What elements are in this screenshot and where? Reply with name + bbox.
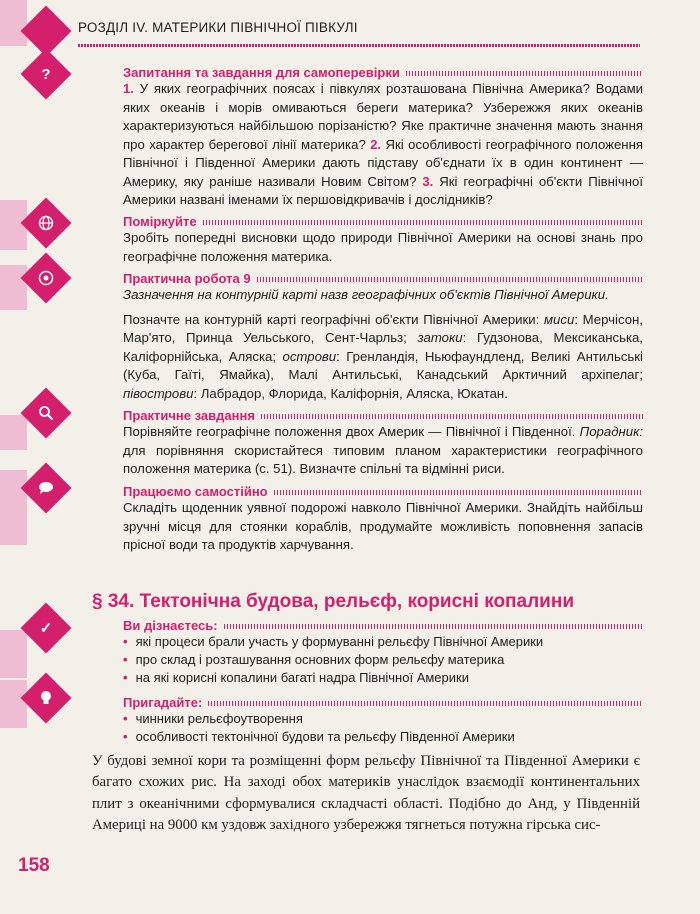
question-1: У яких географічних поясах і півкулях розташована Північна Америка? Водами яких океанів і морів омиваються береги материка? Узбережжя яких океанів характеризуються найбільшою порізаністю? Яке практичне значення мають знання про характер берегової лінії материка? — [123, 81, 644, 152]
independent-title: Працюємо самостійно — [123, 483, 643, 499]
q1-number: 1. — [123, 81, 134, 96]
question-icon: ? — [41, 65, 51, 83]
sidebar-bar-3 — [0, 415, 27, 450]
think-section — [123, 213, 643, 266]
q2-number: 2. — [370, 136, 382, 152]
question-3: Які географічні об'єкти Північної Америки названі іменами їх першовідкривачів і дослідників? — [123, 173, 644, 207]
sidebar-bar-top — [0, 0, 27, 46]
paragraph-title: § 34. Тектонічна будова, рельєф, корисні копалини — [92, 591, 575, 612]
check-icon: ✓ — [39, 620, 53, 637]
learn-list — [123, 633, 643, 687]
think-text: Зробіть попередні висновки щодо природи Північної Америки на основі знань про географічне положення материка. — [123, 230, 643, 264]
list-item: • на які корисні копалини багаті надра Північної Америки — [123, 669, 643, 687]
q3-number: 3. — [422, 173, 434, 189]
practical-work-text: Позначте на контурній карті географічні об'єкти Північної Америки: миси: Мерчісон, Мар'ято, Принца Уельського, Сент-Чарльз; затоки: Гудзонова, Мексиканська, Каліфорнійська, Аляска; острови: Гренландія, Ньюфаундленд, Великі Антильські (Куба, Гаїті, Ямайка), Малі Антильські, Канадський Арктичний архіпелаг; півострови: Лабрадор, Флорида, Каліфорнія, Аляска, Юкатан. — [123, 311, 644, 401]
bulb-icon — [33, 685, 59, 711]
practical-work-subtitle: Зазначення на контурній карті назв географічних об'єктів Північної Америки. — [123, 287, 609, 302]
practical-task-text: Порівняйте географічне положення двох Америк — Північної і Південної. Порадник: для порівняння скористайтеся типовим планом характеристики географічного положення материка (с. 51). Визначте спільні та відмінні риси. — [123, 424, 644, 476]
questions-title: Запитання та завдання для самоперевірки — [123, 64, 643, 80]
independent-section — [123, 483, 643, 555]
independent-text: Складіть щоденник уявної подорожі навколо Північної Америки. Знайдіть найбільш зручні місця для стоянки кораблів, продумайте можливість поповнення запасів прісної води та продуктів харчування. — [123, 500, 643, 552]
questions-section — [123, 64, 643, 210]
body-text: У будові земної кори та розміщенні форм рельєфу Північної та Південної Америки є багато схожих рис. На заході обох материків унаслідок взаємодії континентальних плит з океанічними сформувалися складчасті області. Подібно до Анд, у Південній Америці на 9000 км уздовж західного узбережжя тягнеться потужна гірська сис- — [92, 753, 640, 834]
questions-text — [123, 80, 643, 210]
practical-task-section — [123, 407, 643, 479]
learn-section — [123, 617, 643, 687]
question-2: Які особливості географічного положення Північної і Південної Америки дають підставу об'єднати їх в один континент — Америку, яку раніше називали Новим Світом? — [123, 136, 643, 189]
list-item: • які процеси брали участь у формуванні рельєфу Північної Америки — [123, 633, 643, 651]
sidebar-bar-6 — [0, 680, 27, 728]
list-item: • про склад і розташування основних форм рельєфу материка — [123, 651, 643, 669]
list-item: • особливості тектонічної будови та рельєфу Південної Америки — [123, 728, 643, 746]
recall-list — [123, 710, 643, 746]
practical-task-title: Практичне завдання — [123, 407, 643, 423]
sidebar-bar-4 — [0, 470, 27, 545]
practical-work-section — [123, 270, 643, 403]
list-item: • чинники рельєфоутворення — [123, 710, 643, 728]
header-rule — [78, 44, 640, 47]
chat-icon — [33, 475, 59, 501]
learn-title: Ви дізнаєтесь: — [123, 617, 643, 633]
think-title: Поміркуйте — [123, 213, 643, 229]
globe-icon — [33, 210, 59, 236]
recall-section — [123, 694, 643, 746]
sidebar-bar-2 — [0, 265, 27, 310]
chapter-header: РОЗДІЛ IV. МАТЕРИКИ ПІВНІЧНОЇ ПІВКУЛІ — [78, 20, 358, 35]
magnifier-icon — [33, 400, 59, 426]
target-icon — [33, 265, 59, 291]
page-number: 158 — [18, 855, 50, 876]
recall-title: Пригадайте: — [123, 694, 643, 710]
sidebar-bar-5 — [0, 630, 27, 678]
practical-work-title: Практична робота 9 — [123, 270, 643, 286]
